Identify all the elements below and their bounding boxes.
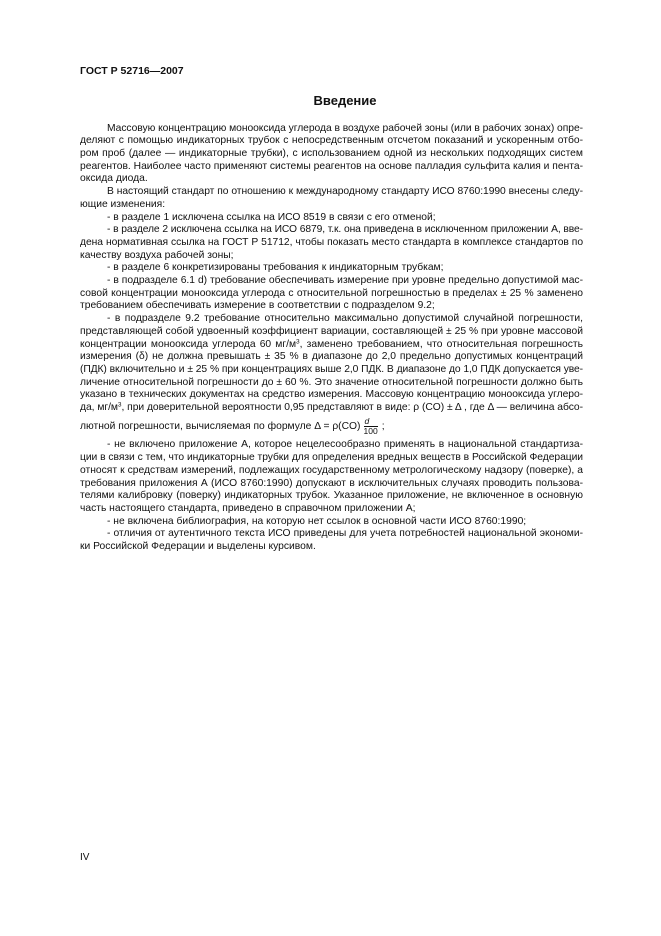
paragraph-line: ром проб (далее — индикаторные трубки), с использованием одной из нескольких подходящих систем [80,148,583,159]
paragraph-line: Массовую концентрацию монооксида углерода в воздухе рабочей зоны (или в рабочих зонах) опре- [107,122,583,134]
superscript: 3 [296,337,300,345]
list-item-line: представляющей собой удвоенный коэффициент вариации, составляющей ± 25 % при уровне массовой [80,325,583,337]
page-number: IV [80,852,90,863]
list-item-line: - не включено приложение А, которое нецелесообразно применять в национальной стандартиза- [107,439,583,451]
list-item-line: - в подразделе 6.1 d) требование обеспечивать измерение при уровне предельно допустимой мас- [107,275,583,287]
list-item-line: - отличия от аутентичного текста ИСО приведены для учета потребностей национальной экономи- [107,528,583,540]
list-item-line: (ПДК) включительно и ± 25 % при концентрациях выше 2,0 ПДК. В диапазоне до 1,0 ПДК допускается уве- [80,363,583,375]
line-text: лютной погрешности, вычисляемая по формуле [80,420,312,432]
list-item-line: относят к средствам измерений, подлежащих государственному метрологическому надзору (поверке), а [80,464,583,476]
list-item-line [80,339,583,352]
list-item-line: - в подразделе 9.2 требование относительно максимально допустимой случайной погрешности, [107,313,583,325]
list-item-line: часть настоящего стандарта, приведено в справочном приложении А; [80,502,416,514]
paragraph-line: реагентов. Наиболее часто применяют системы реагентов на основе палладия сульфита калия и пента- [80,160,584,172]
list-item-line: телями калибровку (поверку) индикаторных трубок. Указанное приложение, не включенное в основную [80,490,583,502]
paragraph-line: В настоящий стандарт по отношению к международному стандарту ИСО 8760:1990 внесены следу- [107,186,583,198]
formula-end: ; [381,420,385,432]
line-text: концентрации монооксида углерода 60 мг/м [80,338,297,350]
paragraph-line: ющие изменения: [80,198,166,210]
list-item-line [80,402,583,415]
paragraph-line: оксида диода. [80,173,148,185]
list-item-line: - в разделе 6 конкретизированы требования к индикаторным трубкам; [107,262,444,274]
line-text: , заменено требованием, что относительная погрешность [299,338,584,350]
fraction-denominator: 100 [363,425,378,436]
list-item-line: дена нормативная ссылка на ГОСТ Р 51712, чтобы показать место стандарта в комплексе стандартов по [80,236,583,248]
fraction-numerator: d [364,417,378,427]
list-item-line: - в разделе 1 исключена ссылка на ИСО 8519 в связи с его отменой; [107,211,436,223]
fraction [364,417,378,436]
paragraph-line: деляют с помощью индикаторных трубок с непосредственным отсчетом показаний и ускоренным отбо- [80,135,583,147]
list-item-line: - не включена библиография, на которую нет ссылок в основной части ИСО 8760:1990; [107,515,527,527]
formula-line [80,415,583,440]
list-item-line: совой концентрации монооксида углерода с относительной погрешностью в пределах ± 25 % заменено [80,287,583,299]
list-item-line: личение относительной погрешности до ± 60 %. Это значение относительной погрешности должно быть [80,376,583,388]
list-item-line: требования приложения А (ИСО 8760:1990) допускают в исключительных случаях проводить пользова- [80,477,583,489]
line-text: , при доверительной вероятности 0,95 представляют в виде: ρ (CO) ± Δ , где Δ — величина абсо- [121,402,583,414]
list-item-line: указано в технических документах на средство измерения. Массовую концентрацию монооксида углеро- [80,389,583,401]
list-item-line: измерения (δ) не должна превышать ± 35 % в диапазоне до 2,0 предельно допустимых концентраций [80,351,583,363]
list-item-line: ции в связи с тем, что индикаторные трубки для определения вредных веществ в Российской Федерации [80,452,583,464]
list-item-line: требованием обеспечивать измерение в соответствии с подразделом 9.2; [80,300,435,312]
superscript: 3 [117,401,122,409]
section-title: Введение [313,93,377,108]
list-item-line: качеству воздуха рабочей зоны; [80,249,234,261]
formula-lhs: Δ = ρ(CO) [314,420,361,432]
formula [314,415,385,436]
body-text [80,123,583,554]
line-text: да, мг/м [80,402,118,414]
document-code: ГОСТ Р 52716—2007 [80,65,184,77]
list-item-line: - в разделе 2 исключена ссылка на ИСО 6879, т.к. она приведена в исключенном приложении А, вве- [107,224,583,236]
list-item-line: ки Российской Федерации и выделены курсивом. [80,541,316,553]
